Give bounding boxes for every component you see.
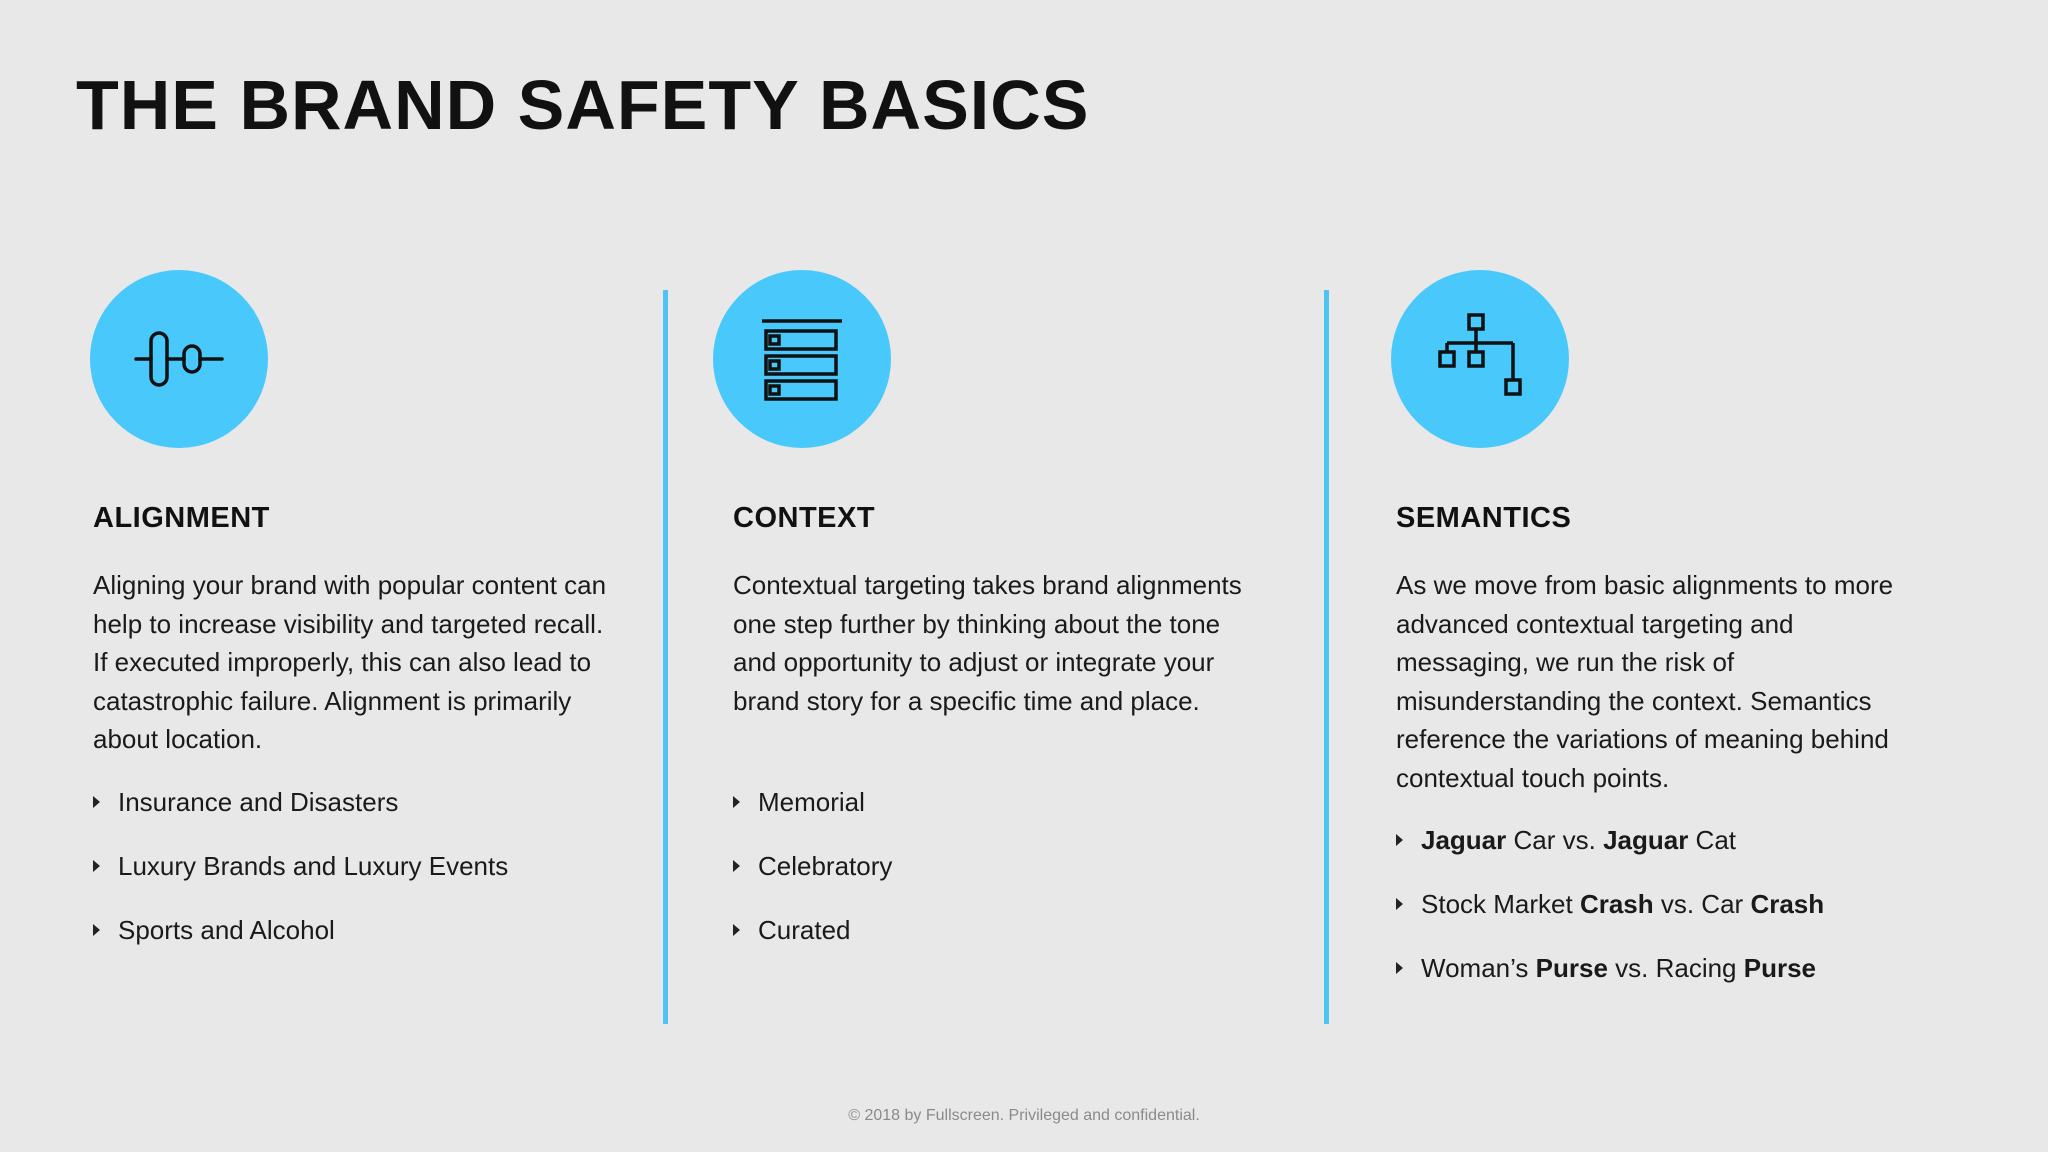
bullet-triangle-icon (733, 796, 740, 808)
list-item-text: Car vs. (1506, 825, 1604, 855)
list-item-text: Memorial (758, 787, 865, 817)
bullet-triangle-icon (1396, 834, 1403, 846)
column-body: Contextual targeting takes brand alignments one step further by thinking about the tone and opportunity to adjust or integrate your brand story for a specific time and place. (733, 570, 1242, 716)
column-divider (1324, 290, 1329, 1024)
bullet-list (93, 770, 508, 962)
bullet-list (1396, 808, 1824, 1000)
bullet-triangle-icon (93, 924, 100, 936)
list-item-text: vs. Car (1653, 889, 1751, 919)
bullet-triangle-icon (93, 796, 100, 808)
column-heading: CONTEXT (733, 502, 876, 534)
column-divider (663, 290, 668, 1024)
bullet-triangle-icon (1396, 962, 1403, 974)
server-stack-icon (713, 270, 891, 448)
list-item (93, 770, 508, 834)
list-item-text: Sports and Alcohol (118, 915, 335, 945)
bullet-triangle-icon (733, 924, 740, 936)
list-item (1396, 936, 1824, 1000)
list-item (733, 770, 892, 834)
column-body: Aligning your brand with popular content can help to increase visibility and targeted recall. If executed improperly, this can also lead to catastrophic failure. Alignment is primarily about location. (93, 570, 607, 754)
column-body: As we move from basic alignments to more advanced contextual targeting and messaging, we run the risk of misunderstanding the context. Semantics reference the variations of meaning behind contextual touch points. (1396, 570, 1894, 793)
list-item-text: vs. Racing (1607, 953, 1744, 983)
bullet-triangle-icon (733, 860, 740, 872)
list-item (93, 834, 508, 898)
list-item-text: Celebratory (758, 851, 893, 881)
list-item-text: Curated (758, 915, 851, 945)
page-title: THE BRAND SAFETY BASICS (76, 66, 1090, 144)
list-item (733, 898, 892, 962)
list-item-text: Insurance and Disasters (118, 787, 399, 817)
list-item-text: Stock Market (1421, 889, 1580, 919)
column-heading: SEMANTICS (1396, 502, 1572, 534)
list-item-emphasis: Purse (1535, 953, 1608, 983)
bullet-triangle-icon (1396, 898, 1403, 910)
column-heading: ALIGNMENT (93, 502, 270, 534)
footer-copyright: © 2018 by Fullscreen. Privileged and confidential. (848, 1107, 1200, 1124)
bullet-list (733, 770, 892, 962)
list-item-text: Luxury Brands and Luxury Events (118, 851, 509, 881)
list-item-emphasis: Crash (1579, 889, 1654, 919)
list-item (1396, 872, 1824, 936)
hierarchy-tree-icon (1391, 270, 1569, 448)
list-item-emphasis: Jaguar (1603, 825, 1689, 855)
list-item-text: Woman’s (1421, 953, 1536, 983)
list-item (733, 834, 892, 898)
bullet-triangle-icon (93, 860, 100, 872)
list-item-emphasis: Crash (1750, 889, 1825, 919)
list-item (93, 898, 508, 962)
list-item-emphasis: Jaguar (1421, 825, 1507, 855)
list-item-text: Cat (1688, 825, 1737, 855)
alignment-slider-icon (90, 270, 268, 448)
list-item-emphasis: Purse (1743, 953, 1816, 983)
list-item (1396, 808, 1824, 872)
